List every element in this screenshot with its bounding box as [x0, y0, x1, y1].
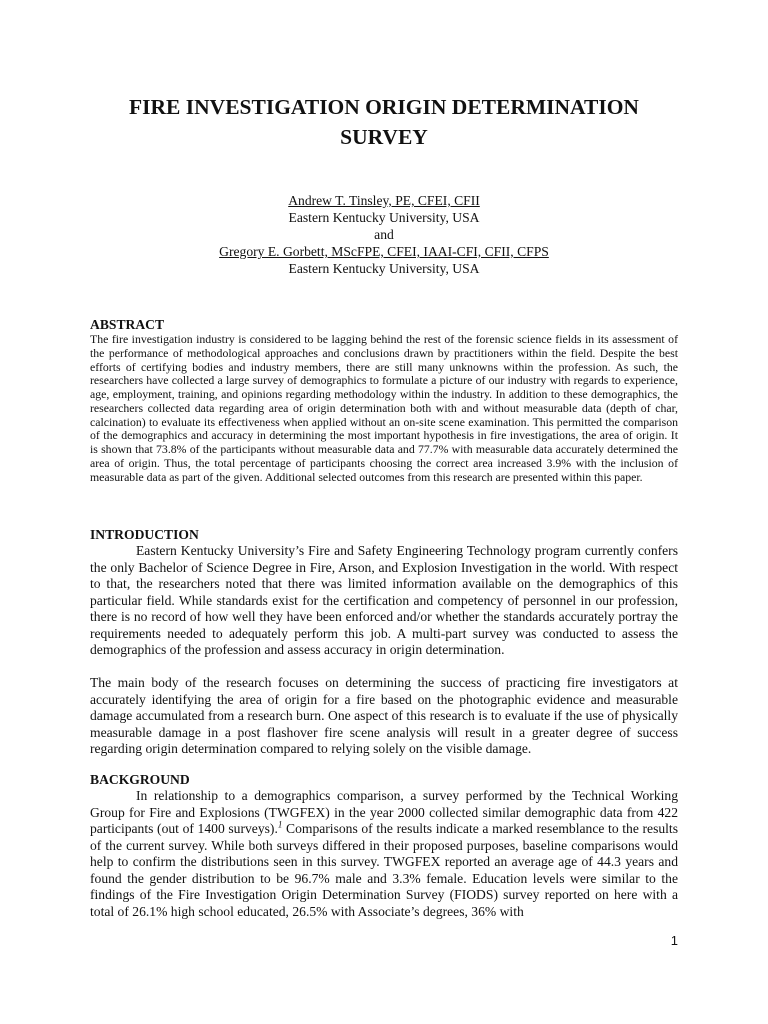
author-block [90, 192, 678, 277]
author-2-name: Gregory E. Gorbett, MScFPE, CFEI, IAAI-CFI, CFII, CFPS [219, 244, 549, 259]
abstract-section [90, 316, 678, 484]
abstract-text: The fire investigation industry is considered to be lagging behind the rest of the forensic science fields in its assessment of the performance of methodological approaches and conclusions drawn by practitioners within the field. Despite the best efforts of certifying bodies and industry members, there are still many unknowns within the profession. As such, the researchers have collected a large survey of demographics to formulate a picture of our industry with regards to experience, age, employment, training, and opinions regarding methodology within the industry. In addition to these demographics, the researchers collected data regarding area of origin determination both with and without measurable data (depth of char, calcination) to evaluate its effectiveness when applied without an on-site scene examination. This permitted the comparison of the demographics and accuracy in determining the most important hypothesis in fire investigations, the area of origin. It is shown that 73.8% of the participants without measurable data and 77.7% with measurable data accurately determined the area of origin. Thus, the total percentage of participants choosing the correct area increased 3.9% with the inclusion of measurable data as part of the given. Additional selected outcomes from this research are presented within this paper. [90, 332, 678, 484]
introduction-heading: INTRODUCTION [90, 527, 199, 542]
author-1-name: Andrew T. Tinsley, PE, CFEI, CFII [288, 193, 480, 208]
introduction-paragraph-1: Eastern Kentucky University’s Fire and Safety Engineering Technology program currently confers the only Bachelor of Science Degree in Fire, Arson, and Explosion Investigation in the world. With respect to that, the researchers noted that there was limited information available on the demographics of this particular field. While standards exist for the certification and competency of personnel in our profession, there is no record of how well they have been enforced and/or whether the standards accurately portray the requirements needed to adequately perform this job. A multi-part survey was conducted to assess the demographics of the profession and assess accuracy in origin determination. [90, 543, 678, 657]
page-number: 1 [670, 933, 678, 948]
background-heading: BACKGROUND [90, 772, 190, 787]
author-1-affiliation: Eastern Kentucky University, USA [288, 210, 480, 225]
reference-superscript: 1 [277, 819, 283, 830]
paper-title: FIRE INVESTIGATION ORIGIN DETERMINATION SURVEY [129, 95, 639, 149]
introduction-section [90, 526, 678, 758]
background-text-part-2: Comparisons of the results indicate a marked resemblance to the results of the current survey. While both surveys differed in their proposed purposes, baseline comparisons would help to confirm the distributions seen in this survey. TWGFEX reported an average age of 44.3 years and found the gender distribution to be 96.7% male and 3.3% female. Education levels were similar to the findings of the Fire Investigation Origin Determination Survey (FIODS) survey reported on here with a total of 26.1% high school educated, 26.5% with Associate’s degrees, 36% with [90, 821, 679, 919]
background-paragraph [90, 788, 678, 920]
introduction-paragraph-2: The main body of the research focuses on determining the success of practicing fire investigators at accurately identifying the area of origin for a fire based on the photographic evidence and measurable damage accumulated from a research burn. One aspect of this research is to evaluate if the use of physically measurable damage in a post flashover fire scene analysis will result in a greater degree of success regarding origin determination compared to relying solely on the visible damage. [90, 675, 678, 756]
background-section [90, 771, 678, 920]
abstract-heading: ABSTRACT [90, 317, 165, 332]
author-2-affiliation: Eastern Kentucky University, USA [288, 261, 480, 276]
background-text-part-1: In relationship to a demographics comparison, a survey performed by the Technical Working Group for Fire and Explosions (TWGFEX) in the year 2000 collected similar demographic data from 422 participants (out of 1400 surveys). [90, 788, 678, 836]
author-conjunction: and [374, 227, 394, 242]
